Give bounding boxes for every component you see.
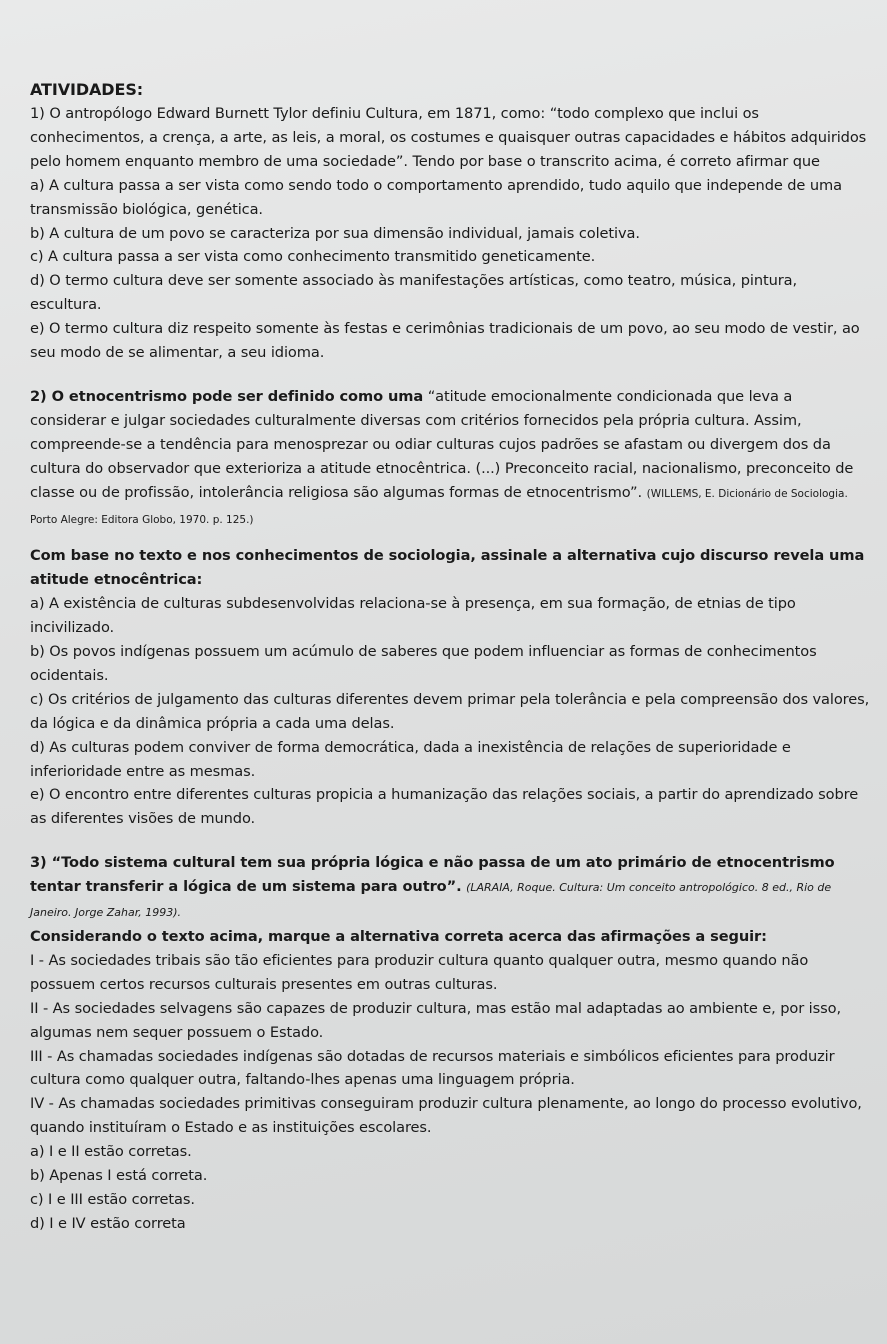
question-1-option-e: e) O termo cultura diz respeito somente às festas e cerimônias tradicionais de um povo, ao seu modo de vestir, ao seu modo de se alimentar, a seu idioma.: [30, 320, 860, 362]
question-1: [30, 102, 870, 365]
question-2-prompt: Com base no texto e nos conhecimentos de sociologia, assinale a alternativa cujo discurso revela uma atitude etnocêntrica:: [30, 547, 865, 589]
question-2: [30, 385, 870, 831]
question-2-option-b: b) Os povos indígenas possuem um acúmulo de saberes que podem influenciar as formas de conhecimentos ocidentais.: [30, 643, 817, 684]
question-3-statement-1: I - As sociedades tribais são tão eficientes para produzir cultura quanto qualquer outra, mesmo quando não possuem certos recursos culturais presentes em outras culturas.: [30, 951, 809, 993]
question-2-option-c: c) Os critérios de julgamento das culturas diferentes devem primar pela tolerância e pela compreensão dos valores, da lógica e da dinâmica própria a cada uma delas.: [30, 690, 870, 732]
question-1-option-b: b) A cultura de um povo se caracteriza por sua dimensão individual, jamais coletiva.: [30, 224, 640, 242]
question-3-statement-2: II - As sociedades selvagens são capazes de produzir cultura, mas estão mal adaptadas ao ambiente e, por isso, algumas nem sequer possuem o Estado.: [30, 999, 841, 1041]
question-3-stem: [30, 851, 870, 925]
question-2-option-d: d) As culturas podem conviver de forma democrática, dada a inexistência de relações de superioridade e inferioridade entre as mesmas.: [30, 738, 791, 780]
question-3-stem-bold: 3) “Todo sistema cultural tem sua própria lógica e não passa de um ato primário de etnocentrismo tentar transferir a lógica de um sistema para outro”.: [30, 854, 835, 896]
question-3-statement-3: III - As chamadas sociedades indígenas são dotadas de recursos materiais e simbólicos eficientes para produzir cultura como qualquer outra, faltando-lhes apenas uma linguagem própria.: [30, 1047, 835, 1089]
question-2-reference: (WILLEMS, E. Dicionário de Sociologia. Porto Alegre: Editora Globo, 1970. p. 125.): [30, 487, 848, 526]
worksheet-page: [30, 78, 870, 1236]
question-2-stem-bold: 2) O etnocentrismo pode ser definido como uma: [30, 387, 424, 405]
question-2-quote: “atitude emocionalmente condicionada que leva a considerar e julgar sociedades culturalmente diversas com critérios fornecidos pela própria cultura. Assim, compreende-se a tendência para menosprezar ou odiar culturas cujos padrões se afastam ou divergem dos da cultura do observador que exterioriza a atitude etnocêntrica. (...) Preconceito racial, nacionalismo, preconceito de classe ou de profissão, intolerância religiosa são algumas formas de etnocentrismo”.: [30, 387, 854, 501]
question-2-stem: [30, 385, 870, 532]
question-3-option-a: a) I e II estão corretas.: [30, 1143, 192, 1161]
page-title: ATIVIDADES:: [30, 80, 144, 99]
question-3-statement-4: IV - As chamadas sociedades primitivas conseguiram produzir cultura plenamente, ao longo do processo evolutivo, quando instituíram o Estado e as instituições escolares.: [30, 1095, 862, 1137]
question-3-reference: (LARAIA, Roque. Cultura: Um conceito antropológico. 8 ed., Rio de Janeiro. Jorge Zahar, 1993).: [30, 881, 832, 920]
question-2-option-a: a) A existência de culturas subdesenvolvidas relaciona-se à presença, em sua formação, de etnias de tipo incivilizado.: [30, 595, 796, 637]
question-3-option-d: d) I e IV estão correta: [30, 1214, 186, 1232]
question-3-option-b: b) Apenas I está correta.: [30, 1167, 208, 1185]
question-3-prompt: Considerando o texto acima, marque a alternativa correta acerca das afirmações a seguir:: [30, 928, 767, 945]
question-3: [30, 851, 870, 1236]
question-3-option-c: c) I e III estão corretas.: [30, 1190, 195, 1208]
question-1-stem: 1) O antropólogo Edward Burnett Tylor definiu Cultura, em 1871, como: “todo complexo que inclui os conhecimentos, a crença, a arte, as leis, a moral, os costumes e quaisquer outras capacidades e hábitos adquiridos pelo homem enquanto membro de uma sociedade”. Tendo por base o transcrito acima, é correto afirmar que: [30, 105, 867, 170]
question-1-option-d: d) O termo cultura deve ser somente associado às manifestações artísticas, como teatro, música, pintura, escultura.: [30, 272, 798, 314]
question-1-option-a: a) A cultura passa a ser vista como sendo todo o comportamento aprendido, tudo aquilo que independe de uma transmissão biológica, genética.: [30, 176, 842, 218]
question-2-option-e: e) O encontro entre diferentes culturas propicia a humanização das relações sociais, a partir do aprendizado sobre as diferentes visões de mundo.: [30, 786, 859, 828]
question-1-option-c: c) A cultura passa a ser vista como conhecimento transmitido geneticamente.: [30, 248, 596, 266]
